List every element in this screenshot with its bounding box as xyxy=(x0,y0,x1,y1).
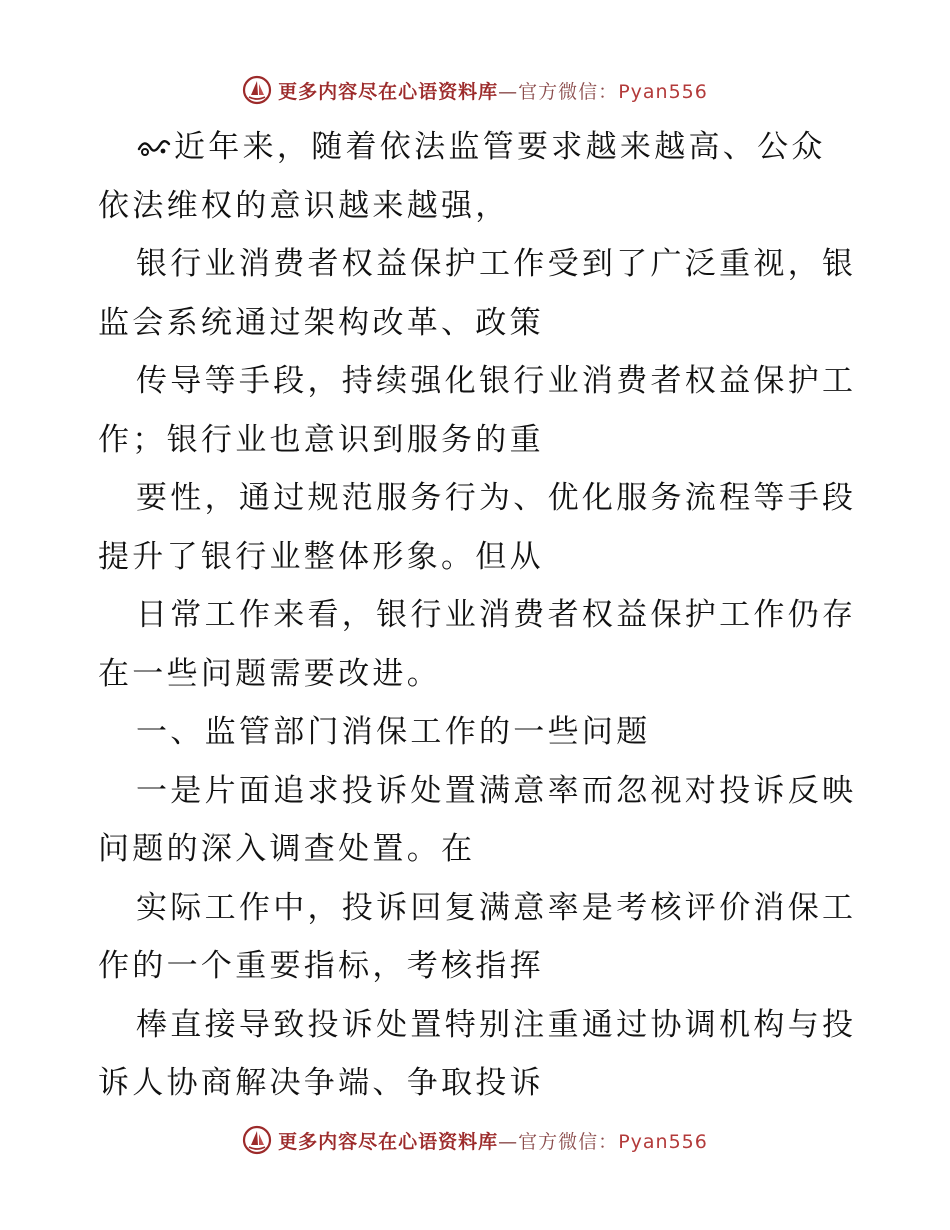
paragraph-line: 诉人协商解决争端、争取投诉 xyxy=(98,1065,544,1101)
paragraph-line: 传导等手段，持续强化银行业消费者权益保护工 xyxy=(136,363,857,399)
paragraph-line: 作；银行业也意识到服务的重 xyxy=(98,421,544,458)
banner-wechat-id: Pyan556 xyxy=(618,80,708,103)
footer-banner xyxy=(0,1120,950,1160)
banner-title: 更多内容尽在心语资料库 xyxy=(278,1130,499,1153)
paragraph-line: 在一些问题需要改进。 xyxy=(98,655,441,692)
paragraph-line: 问题的深入调查处置。在 xyxy=(98,831,476,867)
banner-wechat-id: Pyan556 xyxy=(618,1130,708,1153)
line-text: 近年来，随着依法监管要求越来越高、公众 xyxy=(174,129,826,165)
paragraph-line: 作的一个重要指标，考核指挥 xyxy=(98,948,544,984)
banner-separator: — xyxy=(498,1130,519,1153)
ornament-icon xyxy=(136,135,172,159)
paragraph-line: 监会系统通过架构改革、政策 xyxy=(98,304,544,341)
sailboat-seal-icon xyxy=(242,1125,272,1155)
banner-text xyxy=(278,1127,708,1154)
section-heading: 一、监管部门消保工作的一些问题 xyxy=(136,714,651,750)
banner-title: 更多内容尽在心语资料库 xyxy=(278,80,499,103)
paragraph-line: 实际工作中，投诉回复满意率是考核评价消保工 xyxy=(136,889,857,926)
banner-wechat-label: 官方微信： xyxy=(518,1130,619,1153)
paragraph-line: 提升了银行业整体形象。但从 xyxy=(98,538,544,575)
banner-text xyxy=(278,77,708,104)
document-body xyxy=(98,118,858,1113)
banner-separator: — xyxy=(498,80,519,103)
paragraph-line: 银行业消费者权益保护工作受到了广泛重视，银 xyxy=(136,246,857,282)
banner-wechat-label: 官方微信： xyxy=(518,80,619,103)
paragraph-line: 棒直接导致投诉处置特别注重通过协调机构与投 xyxy=(136,1006,857,1043)
paragraph-line: 日常工作来看，银行业消费者权益保护工作仍存 xyxy=(136,597,857,633)
paragraph-line: 要性，通过规范服务行为、优化服务流程等手段 xyxy=(136,480,857,516)
paragraph-line: 依法维权的意识越来越强， xyxy=(98,187,510,224)
header-banner xyxy=(0,70,950,110)
paragraph-line xyxy=(98,118,858,177)
sailboat-seal-icon xyxy=(242,75,272,105)
paragraph-line: 一是片面追求投诉处置满意率而忽视对投诉反映 xyxy=(136,772,857,809)
